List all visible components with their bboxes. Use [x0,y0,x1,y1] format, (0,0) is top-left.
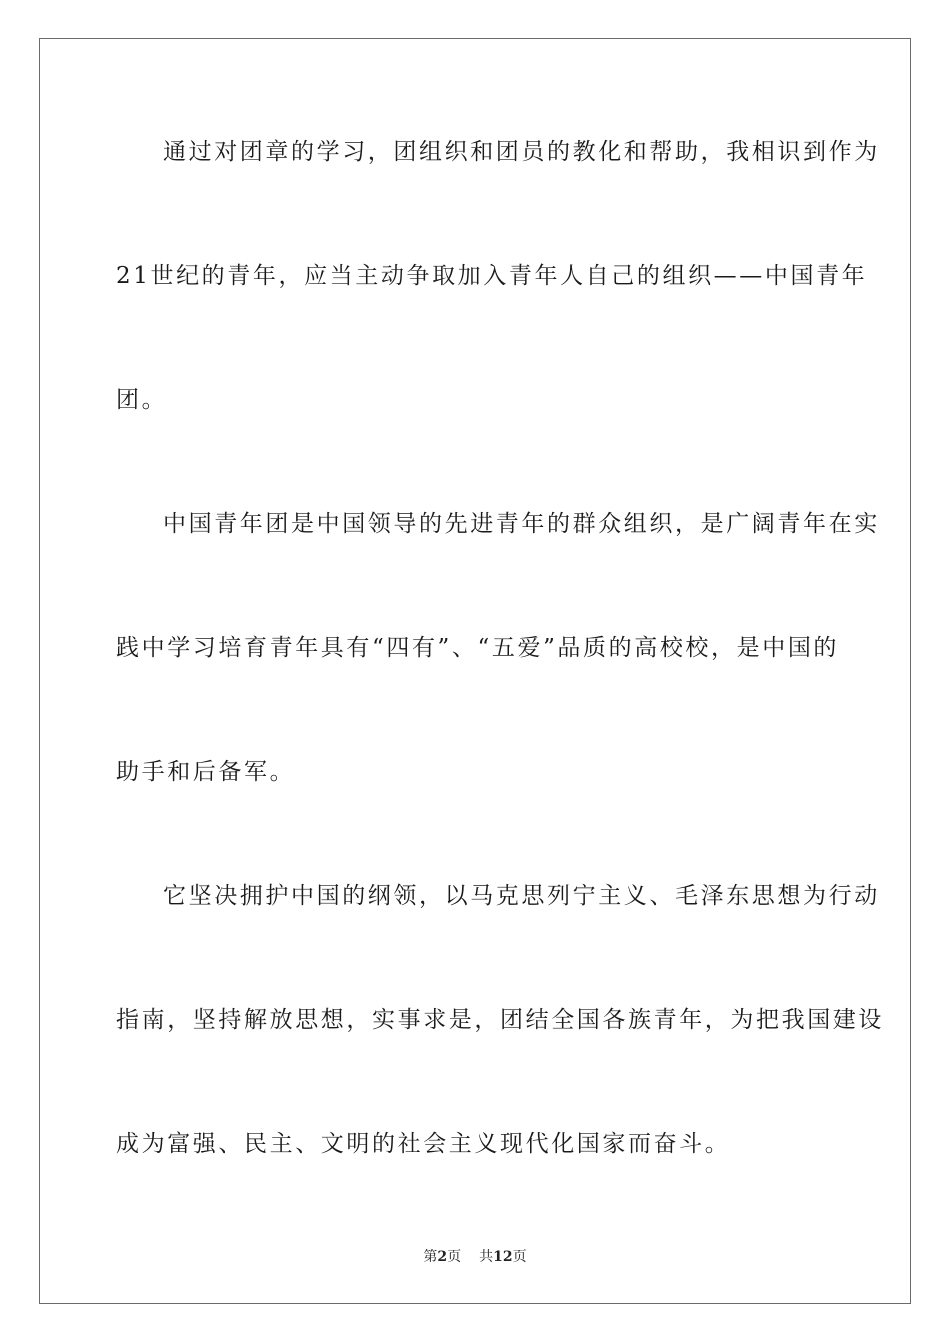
page-number: 2 [437,1249,448,1265]
page-prefix: 第 [423,1249,438,1265]
page-suffix: 页 [447,1249,462,1265]
paragraph-1-line-2: 21世纪的青年，应当主动争取加入青年人自己的组织——中国青年 [116,263,868,289]
paragraph-3-line-2: 指南，坚持解放思想，实事求是，团结全国各族青年，为把我国建设 [116,1007,884,1033]
paragraph-2-line-3: 助手和后备军。 [116,759,296,785]
total-prefix: 共 [479,1249,494,1265]
page-border [39,38,911,1304]
total-pages: 12 [493,1249,513,1265]
paragraph-3-line-1: 它坚决拥护中国的纲领，以马克思列宁主义、毛泽东思想为行动 [163,883,880,909]
paragraph-3-line-3: 成为富强、民主、文明的社会主义现代化国家而奋斗。 [116,1131,731,1157]
paragraph-1-line-3: 团。 [116,387,168,413]
paragraph-2-line-1: 中国青年团是中国领导的先进青年的群众组织，是广阔青年在实 [163,511,880,537]
page-footer [0,1248,950,1266]
paragraph-1-line-1: 通过对团章的学习，团组织和团员的教化和帮助，我相识到作为 [163,139,880,165]
paragraph-2-line-2: 践中学习培育青年具有“四有”、“五爱”品质的高校校，是中国的 [116,635,840,661]
total-suffix: 页 [512,1249,527,1265]
